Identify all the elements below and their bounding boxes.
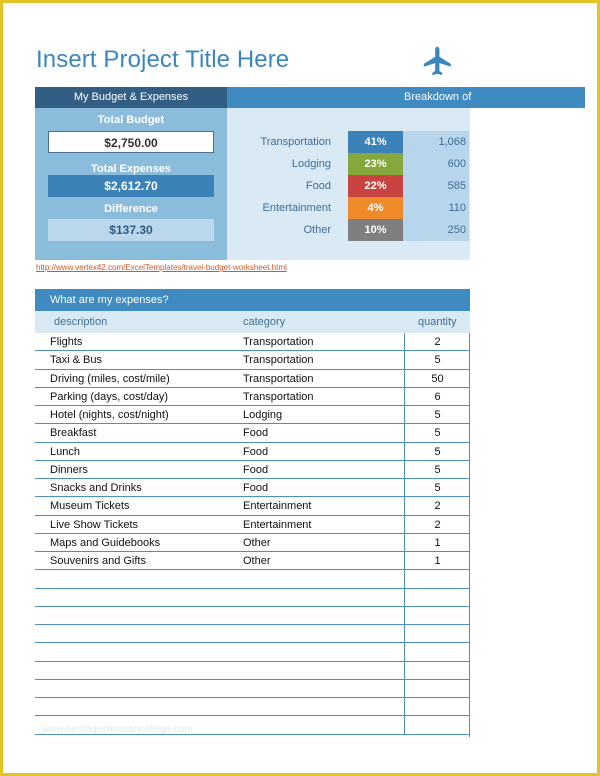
column-header-description: description	[54, 316, 108, 328]
table-row[interactable]	[35, 351, 470, 369]
expense-description[interactable]: Breakfast	[50, 427, 97, 440]
expense-category[interactable]: Transportation	[243, 354, 314, 367]
breakdown-value: 250	[403, 219, 469, 241]
total-expenses-value: $2,612.70	[48, 175, 214, 197]
expense-quantity[interactable]: 5	[404, 351, 470, 369]
breakdown-category: Food	[305, 180, 331, 192]
expense-quantity[interactable]	[404, 680, 470, 698]
airplane-icon	[421, 44, 455, 78]
breakdown-percent: 23%	[348, 153, 403, 175]
expense-quantity[interactable]	[404, 698, 470, 716]
column-header-quantity: quantity	[418, 316, 457, 328]
expense-quantity[interactable]: 5	[404, 424, 470, 442]
expense-description[interactable]: Parking (days, cost/day)	[50, 390, 168, 403]
total-budget-label: Total Budget	[97, 114, 165, 126]
table-row[interactable]	[35, 680, 470, 698]
difference-value: $137.30	[48, 219, 214, 241]
table-row[interactable]	[35, 424, 470, 442]
column-header-category: category	[243, 316, 286, 328]
breakdown-row	[227, 153, 470, 175]
expense-description[interactable]: Lunch	[50, 445, 80, 458]
table-row[interactable]	[35, 625, 470, 643]
expense-category[interactable]: Food	[243, 427, 269, 440]
expense-quantity[interactable]: 5	[404, 443, 470, 461]
expense-category[interactable]: Transportation	[243, 372, 314, 385]
table-row[interactable]	[35, 461, 470, 479]
expense-category[interactable]: Transportation	[243, 390, 314, 403]
expense-description[interactable]: Dinners	[50, 463, 88, 476]
expense-quantity[interactable]	[404, 662, 470, 680]
table-row[interactable]	[35, 333, 470, 351]
expense-description[interactable]: Flights	[50, 336, 83, 348]
table-row[interactable]	[35, 552, 470, 570]
expense-quantity[interactable]: 5	[404, 479, 470, 497]
project-title[interactable]: Insert Project Title Here	[36, 46, 290, 73]
table-row[interactable]	[35, 443, 470, 461]
expenses-table	[35, 333, 470, 735]
table-row[interactable]	[35, 516, 470, 534]
breakdown-value: 110	[403, 197, 469, 219]
total-budget-value[interactable]: $2,750.00	[48, 131, 214, 153]
expense-quantity[interactable]	[404, 716, 470, 734]
table-row[interactable]	[35, 370, 470, 388]
expense-quantity[interactable]	[404, 643, 470, 661]
table-row[interactable]	[35, 406, 470, 424]
breakdown-percent: 10%	[348, 219, 403, 241]
expense-description[interactable]: Museum Tickets	[50, 500, 130, 513]
expense-category[interactable]: Food	[243, 463, 269, 476]
expense-category[interactable]: Transportation	[243, 336, 314, 348]
breakdown-value: 585	[403, 175, 469, 197]
table-row[interactable]	[35, 497, 470, 515]
expense-category[interactable]: Entertainment	[243, 518, 312, 531]
expense-quantity[interactable]: 6	[404, 388, 470, 406]
expense-quantity[interactable]	[404, 570, 470, 588]
expense-category[interactable]: Entertainment	[243, 500, 312, 513]
expense-quantity[interactable]: 1	[404, 552, 470, 570]
table-row[interactable]	[35, 643, 470, 661]
breakdown-percent: 22%	[348, 175, 403, 197]
expense-description[interactable]: Driving (miles, cost/mile)	[50, 372, 170, 385]
expense-description[interactable]: Hotel (nights, cost/night)	[50, 409, 169, 421]
breakdown-category: Other	[303, 224, 331, 236]
expenses-header-row	[35, 311, 470, 333]
expense-category[interactable]: Other	[243, 536, 271, 549]
expense-quantity[interactable]: 5	[404, 461, 470, 479]
breakdown-category: Transportation	[260, 136, 331, 148]
table-row[interactable]	[35, 570, 470, 588]
breakdown-row	[227, 131, 470, 153]
watermark: www.heritagechristiancollege.com	[42, 724, 193, 735]
breakdown-category: Lodging	[291, 158, 331, 170]
expense-quantity[interactable]: 2	[404, 333, 470, 351]
breakdown-row	[227, 175, 470, 197]
table-row[interactable]	[35, 388, 470, 406]
breakdown-category: Entertainment	[262, 202, 331, 214]
breakdown-percent: 41%	[348, 131, 403, 153]
table-row[interactable]	[35, 479, 470, 497]
expense-description[interactable]: Souvenirs and Gifts	[50, 555, 146, 567]
expenses-title: What are my expenses?	[35, 289, 470, 311]
table-row[interactable]	[35, 534, 470, 552]
expense-description[interactable]: Maps and Guidebooks	[50, 536, 161, 549]
expense-quantity[interactable]: 2	[404, 497, 470, 515]
breakdown-row	[227, 219, 470, 241]
expense-category[interactable]: Other	[243, 555, 271, 567]
expense-description[interactable]: Live Show Tickets	[50, 518, 139, 531]
expense-quantity[interactable]	[404, 625, 470, 643]
table-row[interactable]	[35, 607, 470, 625]
template-link[interactable]: http://www.vertex42.com/ExcelTemplates/travel-budget-worksheet.html	[36, 263, 287, 272]
breakdown-row	[227, 197, 470, 219]
expense-category[interactable]: Food	[243, 445, 269, 458]
expense-description[interactable]: Snacks and Drinks	[50, 482, 142, 494]
difference-label: Difference	[104, 203, 158, 215]
expense-category[interactable]: Lodging	[243, 409, 283, 421]
expense-quantity[interactable]: 1	[404, 534, 470, 552]
expense-quantity[interactable]	[404, 589, 470, 607]
table-right-border	[469, 333, 470, 737]
total-expenses-label: Total Expenses	[91, 163, 171, 175]
table-row[interactable]	[35, 589, 470, 607]
expense-description[interactable]: Taxi & Bus	[50, 354, 102, 367]
expense-category[interactable]: Food	[243, 482, 269, 494]
breakdown-header: Breakdown of	[227, 87, 585, 108]
table-row[interactable]	[35, 662, 470, 680]
breakdown-value: 1,068	[403, 131, 469, 153]
table-row[interactable]	[35, 698, 470, 716]
expense-quantity[interactable]: 5	[404, 406, 470, 424]
expense-quantity[interactable]: 2	[404, 516, 470, 534]
expense-quantity[interactable]	[404, 607, 470, 625]
breakdown-value: 600	[403, 153, 469, 175]
expense-quantity[interactable]: 50	[404, 370, 470, 388]
breakdown-percent: 4%	[348, 197, 403, 219]
budget-header: My Budget & Expenses	[35, 87, 227, 108]
